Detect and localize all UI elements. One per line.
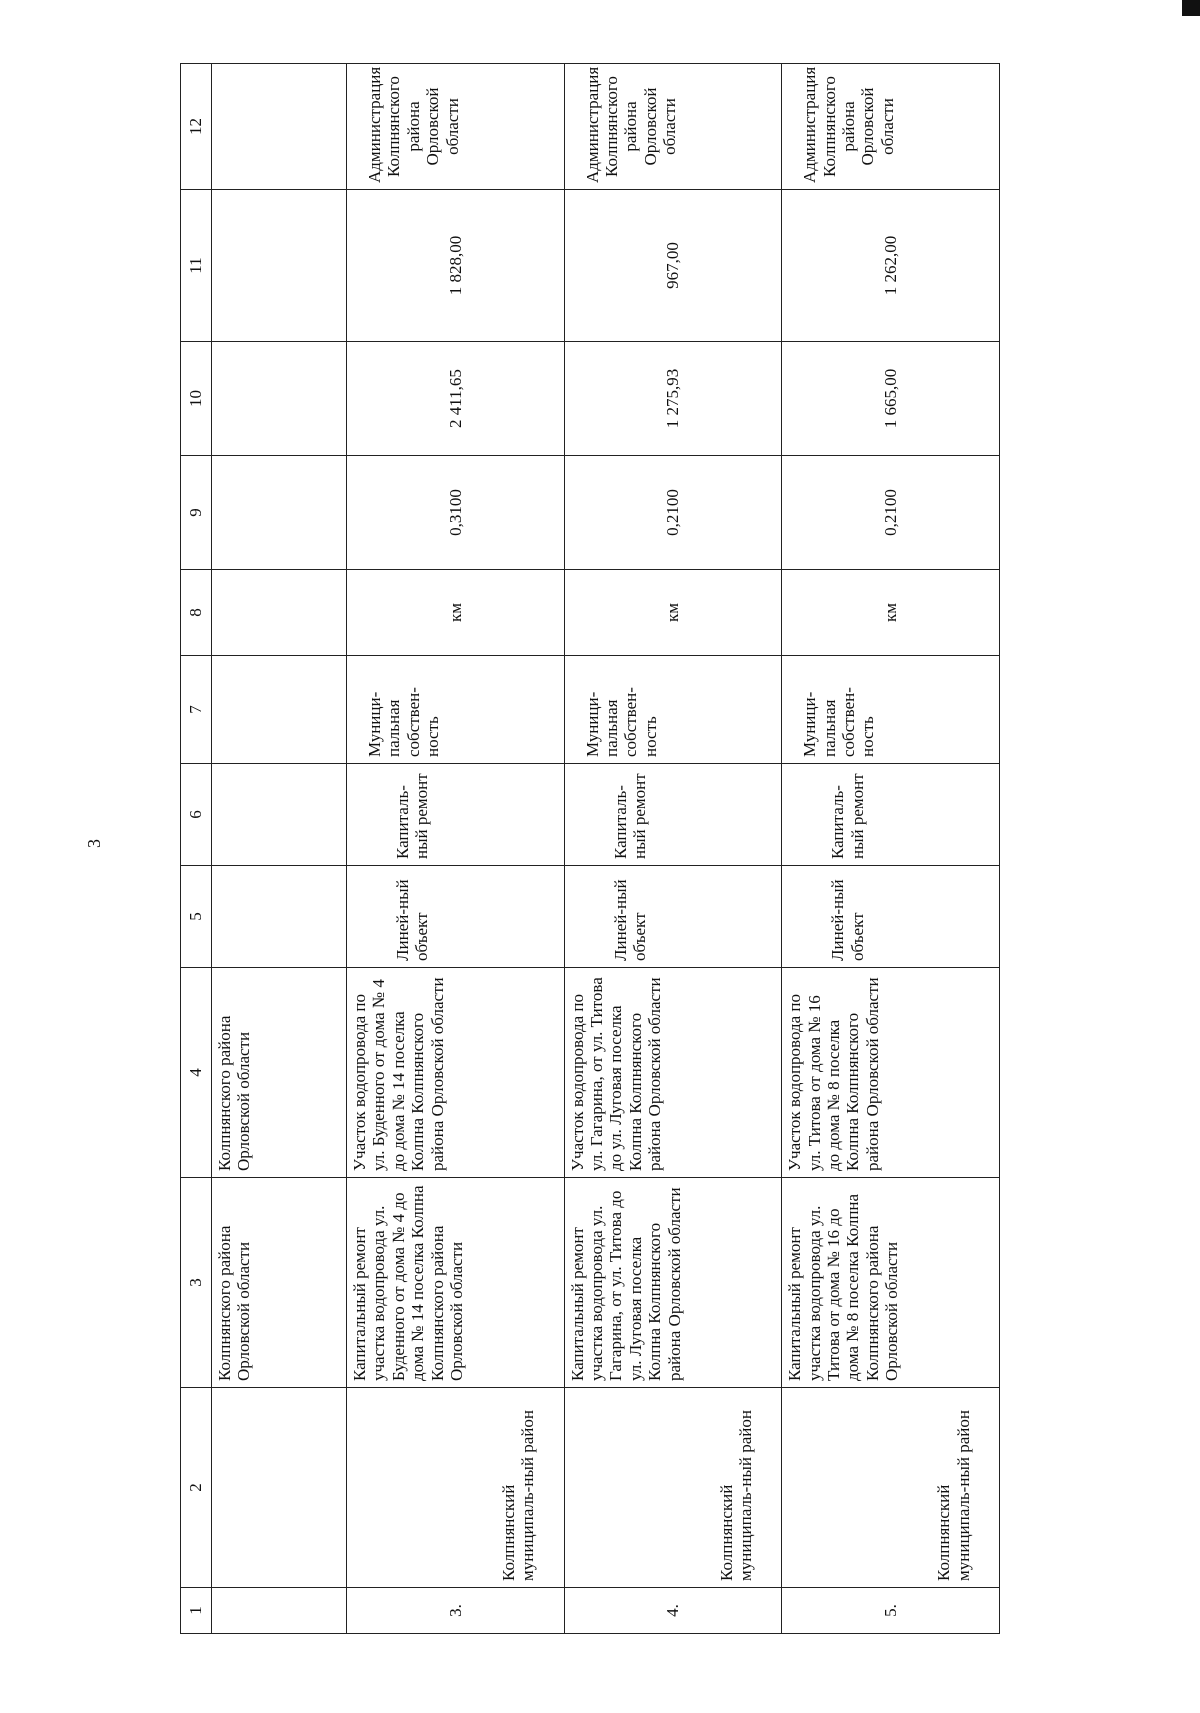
unit-cell: км <box>564 570 782 656</box>
object-cell: Участок водопровода по ул. Буденного от дома № 4 до дома № 14 поселка Колпна Колпнянского района Орловской области <box>347 968 565 1178</box>
event-cell: Капитальный ремонт участка водопровода ул. Гагарина, от ул. Титова до ул. Луговая поселка Колпна Колпнянского района Орловской области <box>564 1178 782 1388</box>
column-number-5: 5 <box>181 866 212 968</box>
column-number-8: 8 <box>181 570 212 656</box>
continuation-event-cell: Колпнянского района Орловской области <box>212 1178 347 1388</box>
column-number-2: 2 <box>181 1388 212 1588</box>
column-number-1: 1 <box>181 1588 212 1634</box>
rotated-table-container <box>180 64 1000 1634</box>
unit-cell: км <box>782 570 1000 656</box>
ownership-cell: Муници-пальная собствен-ность <box>347 656 565 764</box>
ownership-cell: Муници-пальная собствен-ность <box>782 656 1000 764</box>
quantity-cell: 0,3100 <box>347 456 565 570</box>
column-number-row <box>181 64 212 1634</box>
column-number-4: 4 <box>181 968 212 1178</box>
column-number-10: 10 <box>181 342 212 456</box>
customer-cell: Администрация Колпнянского района Орловской области <box>782 64 1000 190</box>
water-supply-repair-table <box>180 63 1000 1634</box>
object-type-cell: Линей-ный объект <box>347 866 565 968</box>
customer-cell: Администрация Колпнянского района Орловской области <box>564 64 782 190</box>
page-number: 3 <box>84 839 104 848</box>
quantity-cell: 0,2100 <box>782 456 1000 570</box>
row-number: 5. <box>782 1588 1000 1634</box>
work-type-cell: Капиталь-ный ремонт <box>564 764 782 866</box>
column-number-12: 12 <box>181 64 212 190</box>
column-number-11: 11 <box>181 190 212 342</box>
work-type-cell: Капиталь-ный ремонт <box>782 764 1000 866</box>
total-cost-cell: 2 411,65 <box>347 342 565 456</box>
column-number-3: 3 <box>181 1178 212 1388</box>
object-type-cell: Линей-ный объект <box>782 866 1000 968</box>
ownership-cell: Муници-пальная собствен-ность <box>564 656 782 764</box>
object-type-cell: Линей-ный объект <box>564 866 782 968</box>
continuation-row <box>212 64 347 1634</box>
column-number-7: 7 <box>181 656 212 764</box>
quantity-cell: 0,2100 <box>564 456 782 570</box>
municipality-cell: Колпнянский муниципаль-ный район <box>782 1388 1000 1588</box>
object-cell: Участок водопровода по ул. Титова от дома № 16 до дома № 8 поселка Колпна Колпнянского района Орловской области <box>782 968 1000 1178</box>
row-number: 4. <box>564 1588 782 1634</box>
table-row <box>564 64 782 1634</box>
event-cell: Капитальный ремонт участка водопровода ул. Титова от дома № 16 до дома № 8 поселка Колпна Колпнянского района Орловской области <box>782 1178 1000 1388</box>
row-number: 3. <box>347 1588 565 1634</box>
customer-cell: Администрация Колпнянского района Орловской области <box>347 64 565 190</box>
municipality-cell: Колпнянский муниципаль-ный район <box>564 1388 782 1588</box>
table-row <box>782 64 1000 1634</box>
work-type-cell: Капиталь-ный ремонт <box>347 764 565 866</box>
unit-cell: км <box>347 570 565 656</box>
municipality-cell: Колпнянский муниципаль-ный район <box>347 1388 565 1588</box>
total-cost-cell: 1 665,00 <box>782 342 1000 456</box>
table-row <box>347 64 565 1634</box>
column-number-6: 6 <box>181 764 212 866</box>
continuation-object-cell: Колпнянского района Орловской области <box>212 968 347 1178</box>
object-cell: Участок водопровода по ул. Гагарина, от ул. Титова до ул. Луговая поселка Колпна Колпнянского района Орловской области <box>564 968 782 1178</box>
column-number-9: 9 <box>181 456 212 570</box>
year-cost-cell: 1 828,00 <box>347 190 565 342</box>
total-cost-cell: 1 275,93 <box>564 342 782 456</box>
event-cell: Капитальный ремонт участка водопровода ул. Буденного от дома № 4 до дома № 14 поселка Колпна Колпнянского района Орловской области <box>347 1178 565 1388</box>
corner-registration-mark <box>1182 0 1200 16</box>
year-cost-cell: 1 262,00 <box>782 190 1000 342</box>
year-cost-cell: 967,00 <box>564 190 782 342</box>
